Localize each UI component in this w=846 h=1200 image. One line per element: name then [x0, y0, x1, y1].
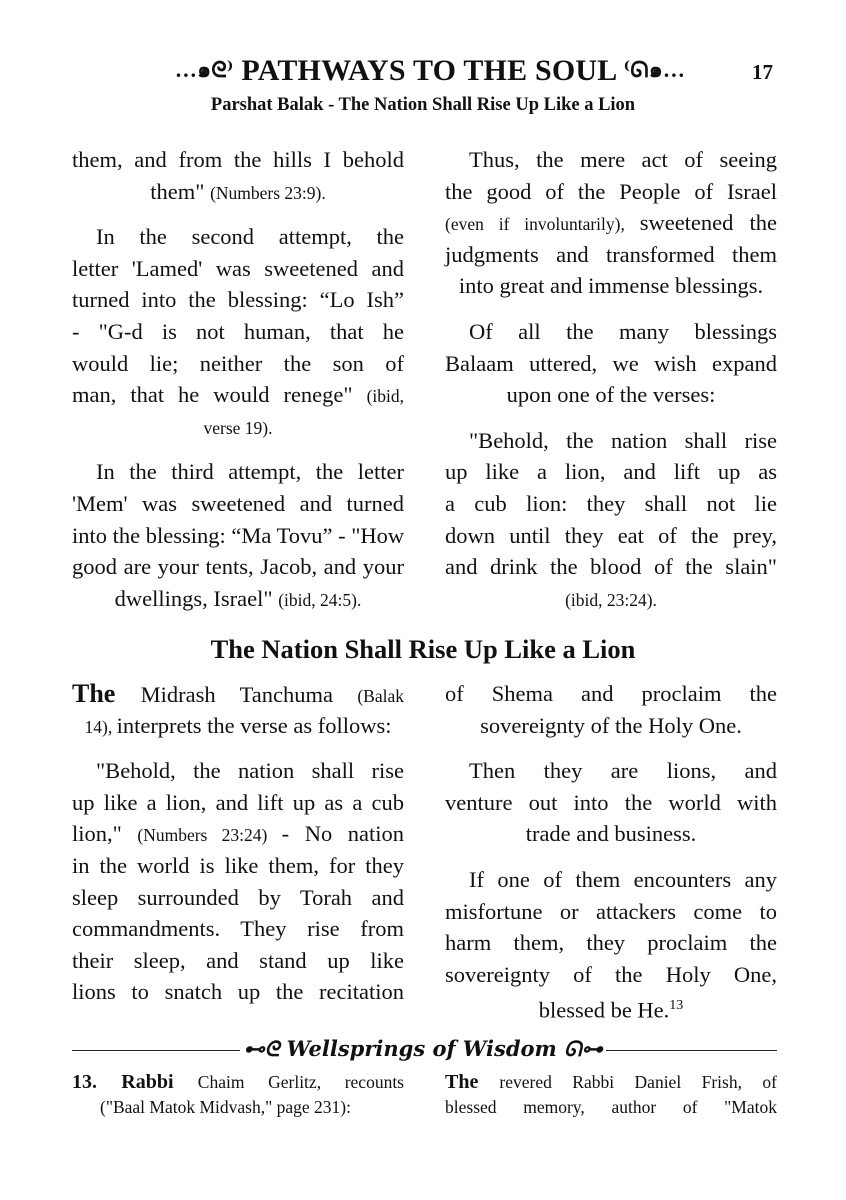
text-segment: judgments and transformed them — [445, 241, 777, 267]
text-segment: trade and business. — [525, 821, 697, 847]
text-line — [72, 583, 404, 615]
text-line — [72, 913, 404, 945]
text-line — [445, 348, 777, 380]
text-segment: good are your tents, Jacob, and your — [72, 554, 404, 580]
text-segment: up like a lion, and lift up as — [445, 459, 777, 485]
footnote-line — [72, 1070, 404, 1095]
text-line — [445, 927, 777, 959]
text-segment: into the blessing: “Ma Tovu” - "How — [72, 522, 405, 548]
section1-right-column — [445, 144, 777, 628]
text-segment: sovereignty of the Holy One, — [445, 961, 777, 987]
text-segment: - No nation — [281, 821, 404, 847]
paragraph — [72, 456, 404, 614]
text-line — [445, 818, 777, 850]
footnote-line — [72, 1095, 404, 1120]
text-segment: harm them, they proclaim the — [445, 930, 777, 956]
text-segment: upon one of the verses: — [506, 382, 716, 408]
text-segment: In the second attempt, the — [96, 224, 404, 250]
citation: 14), — [84, 716, 117, 737]
text-line — [72, 411, 404, 443]
citation: (Balak — [357, 686, 404, 706]
text-line — [72, 488, 404, 520]
text-segment: lions to snatch up the recitation — [72, 979, 404, 1005]
text-line — [72, 710, 404, 742]
text-line — [445, 270, 777, 302]
text-line — [445, 316, 777, 348]
text-line — [72, 678, 404, 710]
text-segment: In the third attempt, the letter — [96, 459, 404, 485]
text-segment: Thus, the mere act of seeing — [469, 147, 777, 172]
text-line — [445, 379, 777, 411]
section2-right-column — [445, 678, 777, 1036]
text-line — [445, 425, 777, 457]
paragraph — [445, 425, 777, 615]
citation: (ibid, 23:24). — [565, 589, 657, 610]
text-line — [72, 818, 404, 850]
text-segment: their sleep, and stand up like — [72, 947, 404, 973]
text-line — [72, 379, 404, 411]
text-line — [72, 520, 404, 552]
text-segment: down until they eat of the prey, — [445, 522, 777, 548]
text-segment: 13. Rabbi — [72, 1071, 198, 1093]
citation: (Numbers 23:24) — [137, 825, 282, 846]
text-segment: into great and immense blessings. — [458, 273, 764, 299]
citation: (even if involuntarily), — [445, 214, 640, 235]
section1-left-column — [72, 144, 404, 628]
text-segment: sovereignty of the Holy One. — [480, 712, 742, 738]
running-header — [130, 52, 730, 88]
text-segment: Then they are lions, and — [469, 758, 777, 784]
paragraph — [445, 316, 777, 411]
text-segment: - "G-d is not human, that he — [72, 318, 404, 344]
text-segment: letter 'Lamed' was sweetened and — [72, 255, 404, 281]
text-line — [445, 176, 777, 208]
text-segment: ("Baal Matok Midvash," page 231): — [100, 1097, 351, 1117]
text-line — [72, 456, 404, 488]
text-segment: and drink the blood of the slain" — [445, 554, 777, 580]
text-segment: them, and from the hills I behold — [72, 147, 404, 172]
chapter-subtitle: Parshat Balak - The Nation Shall Rise Up Like a Lion — [210, 95, 636, 115]
text-segment: turned into the blessing: “Lo Ish” — [72, 287, 404, 313]
footnote-right — [445, 1070, 777, 1120]
text-segment: Balaam uttered, we wish expand — [445, 350, 777, 376]
section-heading: The Nation Shall Rise Up Like a Lion — [210, 634, 636, 664]
text-line — [445, 456, 777, 488]
paragraph — [445, 755, 777, 850]
text-segment: sweetened the — [639, 210, 777, 236]
page-number: 17 — [752, 60, 773, 84]
text-line — [445, 787, 777, 819]
text-line — [445, 239, 777, 271]
text-line — [72, 551, 404, 583]
text-segment: commandments. They rise from — [72, 916, 404, 942]
section2-left-column — [72, 678, 404, 1022]
text-segment: revered Rabbi Daniel Frish, of — [499, 1072, 777, 1092]
citation: (ibid, 24:5). — [278, 589, 362, 610]
text-line — [445, 990, 777, 1022]
ornament-left-icon: …๑ᘓ⁾ — [174, 57, 234, 82]
text-line — [72, 176, 404, 208]
text-segment: dwellings, Israel" — [114, 585, 279, 611]
footnote-divider-title: ⊷ᘓ Wellsprings of Wisdom ᘏ⊶ — [0, 1036, 846, 1062]
text-segment: "Behold, the nation shall rise — [96, 758, 404, 784]
text-segment: 'Mem' was sweetened and turned — [72, 490, 404, 516]
text-segment: "Behold, the nation shall rise — [469, 427, 777, 453]
text-segment: misfortune or attackers come to — [445, 898, 777, 924]
text-segment: The — [445, 1071, 500, 1093]
text-line — [445, 144, 777, 176]
text-line — [445, 710, 777, 742]
text-line — [72, 850, 404, 882]
text-line — [445, 520, 777, 552]
text-line — [72, 221, 404, 253]
text-segment: a cub lion: they shall not lie — [445, 490, 777, 516]
paragraph — [72, 144, 404, 207]
text-segment: venture out into the world with — [445, 789, 777, 815]
text-line — [72, 882, 404, 914]
citation: (Numbers 23:9). — [210, 182, 326, 203]
text-line — [72, 348, 404, 380]
citation: verse 19). — [203, 417, 273, 438]
text-line — [72, 976, 404, 1008]
text-line — [445, 488, 777, 520]
footnote-ref: 13 — [669, 998, 684, 1014]
text-segment: of Shema and proclaim the — [445, 681, 777, 706]
text-line — [72, 787, 404, 819]
text-segment: If one of them encounters any — [469, 866, 777, 892]
text-line — [72, 253, 404, 285]
text-line — [72, 316, 404, 348]
paragraph — [445, 864, 777, 1022]
text-line — [445, 583, 777, 615]
text-segment: Of all the many blessings — [469, 318, 777, 344]
text-segment: sleep surrounded by Torah and — [72, 884, 404, 910]
text-segment: man, that he would renege" — [72, 382, 367, 408]
ornament-right-icon: ⁽ᘏ๑… — [623, 57, 686, 82]
paragraph — [445, 678, 777, 741]
text-segment: in the world is like them, for they — [72, 852, 404, 878]
paragraph — [72, 221, 404, 442]
text-segment: the good of the People of Israel — [445, 178, 777, 204]
text-segment: up like a lion, and lift up as a cub — [72, 789, 404, 815]
paragraph — [72, 678, 404, 741]
text-line — [445, 896, 777, 928]
text-segment: Midrash Tanchuma — [140, 682, 358, 707]
text-line — [445, 551, 777, 583]
text-line — [72, 945, 404, 977]
text-segment: blessed memory, author of "Matok — [445, 1097, 777, 1117]
text-segment: The — [72, 679, 141, 708]
footnote-left — [72, 1070, 404, 1120]
paragraph — [445, 144, 777, 302]
text-segment: Chaim Gerlitz, recounts — [197, 1072, 404, 1092]
book-title: PATHWAYS TO THE SOUL — [241, 54, 616, 87]
footnote-line — [445, 1095, 777, 1120]
text-line — [72, 755, 404, 787]
text-segment: interprets the verse as follows: — [116, 712, 392, 738]
text-line — [445, 207, 777, 239]
text-line — [445, 755, 777, 787]
text-line — [445, 959, 777, 991]
text-segment: blessed be He. — [538, 997, 670, 1023]
text-segment: lion," — [72, 821, 138, 847]
text-segment: would lie; neither the son of — [72, 350, 404, 376]
text-segment: them" — [150, 178, 211, 204]
citation: (ibid, — [366, 386, 404, 407]
text-line — [72, 144, 404, 176]
text-line — [72, 284, 404, 316]
text-line — [445, 678, 777, 710]
text-line — [445, 864, 777, 896]
paragraph — [72, 755, 404, 1008]
footnote-line — [445, 1070, 777, 1095]
